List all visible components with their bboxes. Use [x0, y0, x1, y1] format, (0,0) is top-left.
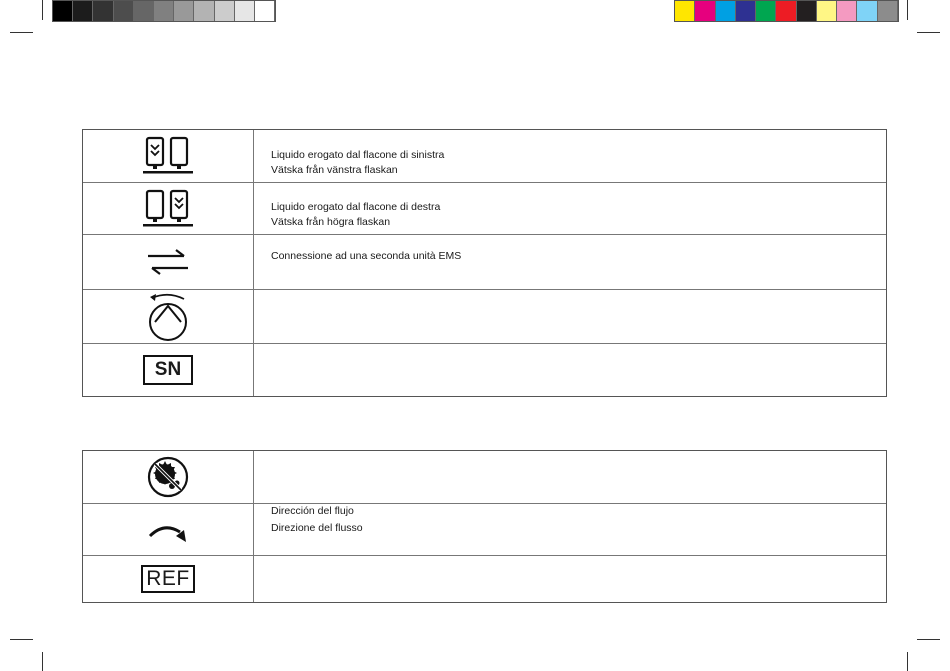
description-cell [254, 556, 886, 602]
description-line: Vätska från högra flaskan [271, 216, 391, 228]
process-color-calibration-bar [674, 0, 899, 22]
color-swatch [756, 1, 776, 21]
table-row [83, 183, 886, 235]
table-row [83, 290, 886, 344]
color-swatch [134, 1, 154, 21]
description-line: Dirección del flujo [271, 505, 354, 517]
table-row [83, 344, 886, 396]
color-swatch [154, 1, 174, 21]
color-swatch [776, 1, 796, 21]
crop-mark [10, 32, 33, 33]
color-swatch [878, 1, 898, 21]
table-row [83, 235, 886, 290]
icon-cell [83, 556, 254, 602]
icon-cell [83, 451, 254, 503]
left-bottle-dispense-icon [142, 135, 194, 177]
crop-mark [42, 0, 43, 20]
description-cell [254, 451, 886, 503]
no-reuse-icon [146, 455, 190, 499]
description-line: Direzione del flusso [271, 522, 363, 534]
crop-mark [917, 639, 940, 640]
flow-direction-icon [146, 516, 190, 544]
description-cell [254, 504, 886, 555]
icon-cell [83, 130, 254, 182]
description-line: Vätska från vänstra flaskan [271, 164, 398, 176]
description-cell [254, 183, 886, 234]
color-swatch [675, 1, 695, 21]
right-bottle-dispense-icon [142, 188, 194, 230]
symbol-table-2 [82, 450, 887, 603]
crop-mark [42, 652, 43, 671]
color-swatch [817, 1, 837, 21]
serial-number-icon: SN [143, 355, 193, 385]
color-swatch [797, 1, 817, 21]
description-cell [254, 130, 886, 182]
description-cell [254, 235, 886, 289]
color-swatch [695, 1, 715, 21]
color-swatch [194, 1, 214, 21]
color-swatch [174, 1, 194, 21]
reference-number-icon: REF [141, 565, 195, 593]
color-swatch [255, 1, 275, 21]
description-cell [254, 344, 886, 396]
description-line: Liquido erogato dal flacone di destra [271, 201, 441, 213]
connection-arrows-icon [146, 246, 190, 278]
color-swatch [215, 1, 235, 21]
description-line: Liquido erogato dal flacone di sinistra [271, 149, 445, 161]
table-row [83, 130, 886, 183]
table-row [83, 504, 886, 556]
icon-cell [83, 235, 254, 289]
grayscale-calibration-bar [52, 0, 276, 22]
crop-mark [907, 0, 908, 20]
table-row [83, 556, 886, 602]
color-swatch [857, 1, 877, 21]
icon-cell [83, 290, 254, 343]
color-swatch [93, 1, 113, 21]
crop-mark [917, 32, 940, 33]
color-swatch [114, 1, 134, 21]
color-swatch [73, 1, 93, 21]
icon-cell [83, 504, 254, 555]
icon-cell [83, 344, 254, 396]
description-cell [254, 290, 886, 343]
color-swatch [837, 1, 857, 21]
table-row [83, 451, 886, 504]
description-line: Connessione ad una seconda unità EMS [271, 250, 462, 262]
crop-mark [10, 639, 33, 640]
pump-rotation-icon [145, 292, 191, 342]
color-swatch [53, 1, 73, 21]
color-swatch [736, 1, 756, 21]
symbol-table-1 [82, 129, 887, 397]
icon-cell [83, 183, 254, 234]
color-swatch [235, 1, 255, 21]
color-swatch [716, 1, 736, 21]
crop-mark [907, 652, 908, 671]
